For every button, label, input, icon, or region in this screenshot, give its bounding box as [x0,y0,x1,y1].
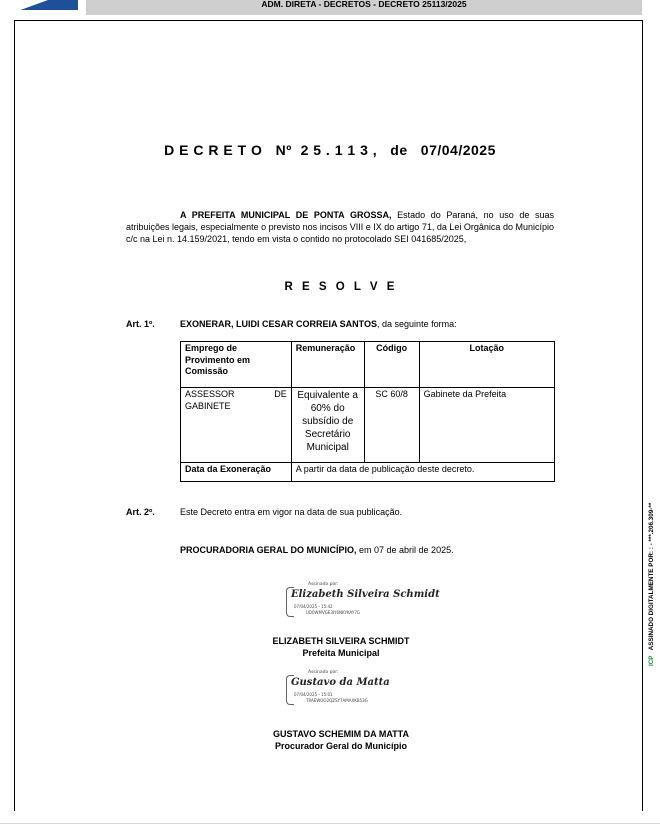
stamp-date: 07/04/2025 - 15:42 [294,604,333,609]
exoneration-table [180,341,555,482]
stamp-label: Assinado por: [308,582,339,587]
footer-value: A partir da data de publicação deste decreto. [291,463,554,482]
article-1-number: Art. 1º. [126,319,155,329]
digital-signature-side-stamp [645,446,659,666]
stamp-date: 07/04/2025 - 15:01 [294,692,333,697]
preamble-text: Estado do Paraná, no uso de suas atribuições legais, especialmente o previsto nos incisos VIII e IX do artigo 71, da Lei Orgânica do Município c/c na Lei n. 14.159/2021, tendo em vista o contido no protocolado SEI 041685/2025, [126,210,555,245]
header-lotacao: Lotação [419,342,554,388]
cargo-word-1: ASSESSOR [185,389,235,399]
closing-line [180,545,454,555]
table-footer-row [181,463,555,482]
side-stamp-text: ASSINADO DIGITALMENTE POR: : - ***.206.309-** [648,502,655,651]
preamble-authority: A PREFEITA MUNICIPAL DE PONTA GROSSA, [180,210,392,220]
article-2-number: Art. 2º. [126,507,155,517]
table-header-row [181,342,555,388]
cargo-line-2: GABINETE [185,400,231,411]
header-bar [86,0,642,15]
stamp-code: TRAEWOO2QZSY7AMAXKB53G [306,698,368,703]
signer-role: Prefeita Municipal [302,648,380,658]
logo-corner [0,0,78,10]
stamp-code: UD0WMVGE3IY6NKYKAY7G [306,610,361,615]
page-divider [0,823,660,824]
header-title: ADM. DIRETA - DECRETOS - DECRETO 25113/2025 [261,0,467,9]
preamble-paragraph [126,209,554,246]
header-cargo: Emprego de Provimento em Comissão [181,342,292,388]
article-2-text: Este Decreto entra em vigor na data de sua publicação. [180,507,403,517]
signer-block-1 [0,635,660,659]
table-row [181,388,555,463]
cell-remuneracao: Equivalente a 60% do subsídio de Secretário Municipal [291,388,364,463]
signature-stamp-2 [286,670,414,706]
signature-stamp-1 [286,582,440,618]
cargo-word-2: DE [274,389,287,399]
article-1-text [180,318,457,330]
cell-lotacao: Gabinete da Prefeita [419,388,554,463]
article-1-bold: EXONERAR, LUIDI CESAR CORREIA SANTOS [180,319,378,329]
decree-title: D E C R E T O Nº 2 5 . 1 1 3 , de 07/04/2025 [164,142,496,158]
closing-office: PROCURADORIA GERAL DO MUNICÍPIO, [180,545,357,555]
handwritten-signature: Gustavo da Matta [291,677,390,688]
signer-name: ELIZABETH SILVEIRA SCHMIDT [272,636,410,646]
cell-codigo: SC 60/8 [364,388,419,463]
resolve-heading: R E S O L V E [284,281,398,293]
article-1-rest: , da seguinte forma: [377,319,457,329]
handwritten-signature: Elizabeth Silveira Schmidt [291,589,440,600]
signer-role: Procurador Geral do Município [274,741,408,751]
header-codigo: Código [364,342,419,388]
cell-cargo [181,388,292,463]
closing-date: em 07 de abril de 2025. [356,545,454,555]
footer-label: Data da Exoneração [181,463,292,482]
header-remuneracao: Remuneração [291,342,364,388]
signer-name: GUSTAVO SCHEMIM DA MATTA [273,729,409,739]
icp-brasil-icon: ICP [648,655,655,666]
stamp-label: Assinado por: [308,670,339,675]
signer-block-2 [0,728,660,752]
